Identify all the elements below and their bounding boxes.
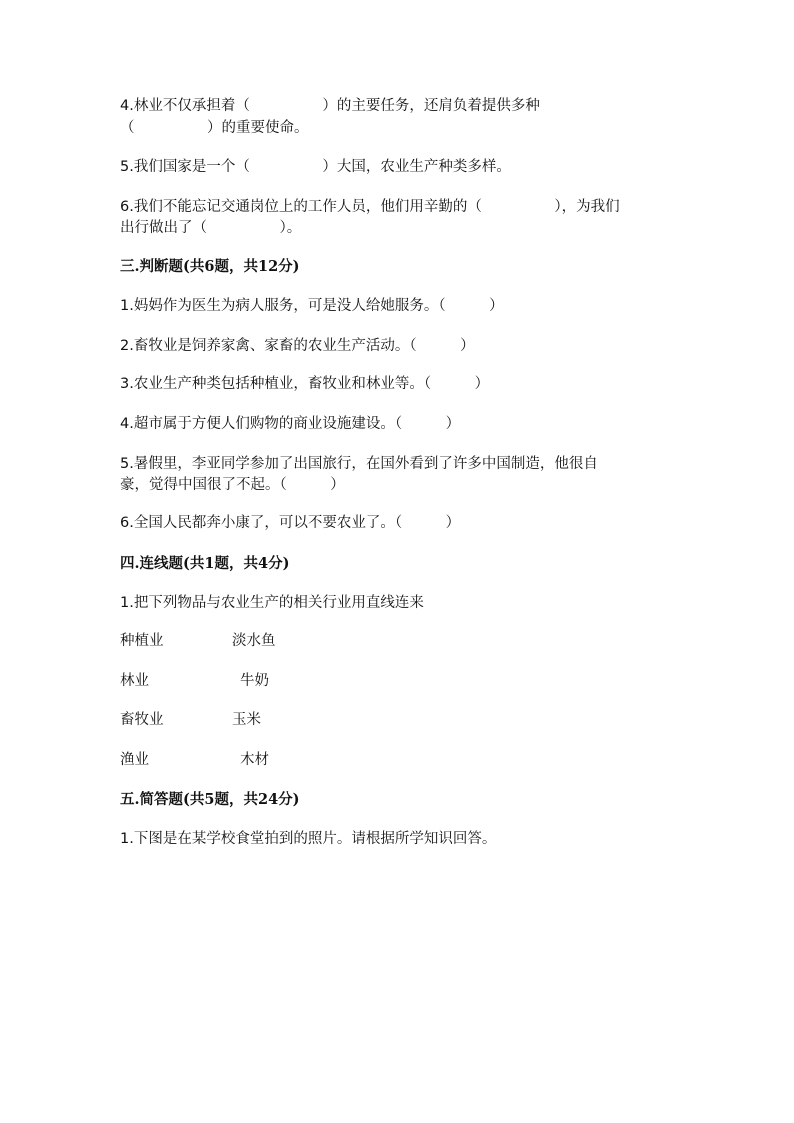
fill-question-5: 5.我们国家是一个（ ）大国，农业生产种类多样。: [120, 159, 511, 175]
match-right-item: 淡水鱼: [232, 633, 276, 649]
match-left-item: 林业: [120, 673, 149, 689]
judge-question-5-line-2: 豪，觉得中国很了不起。（ ）: [120, 477, 345, 493]
fill-question-6-line-2: 出行做出了（ ）。: [120, 220, 302, 236]
match-left-item: 畜牧业: [120, 712, 164, 728]
judge-question-6: 6.全国人民都奔小康了，可以不要农业了。（ ）: [120, 515, 461, 531]
fill-question-4-line-1: 4.林业不仅承担着（ ）的主要任务，还肩负着提供多种: [120, 98, 540, 114]
fill-question-6-line-1: 6.我们不能忘记交通岗位上的工作人员，他们用辛勤的（ ），为我们: [120, 199, 620, 215]
judge-question-5-line-1: 5.暑假里，李亚同学参加了出国旅行，在国外看到了许多中国制造，他很自: [120, 456, 598, 472]
match-left-item: 渔业: [120, 752, 149, 768]
match-right-item: 木材: [240, 752, 269, 768]
match-right-item: 玉米: [232, 712, 261, 728]
judge-question-2: 2.畜牧业是饲养家禽、家畜的农业生产活动。（ ）: [120, 338, 475, 354]
match-right-item: 牛奶: [240, 673, 269, 689]
section-3-heading: 三.判断题(共6题，共12分): [120, 258, 300, 275]
fill-question-4-line-2: （ ）的重要使命。: [120, 120, 309, 136]
short-answer-question-1: 1.下图是在某学校食堂拍到的照片。请根据所学知识回答。: [120, 831, 497, 847]
section-5-heading: 五.简答题(共5题，共24分): [120, 791, 300, 808]
judge-question-4: 4.超市属于方便人们购物的商业设施建设。（ ）: [120, 416, 461, 432]
match-question-1: 1.把下列物品与农业生产的相关行业用直线连来: [120, 595, 424, 611]
judge-question-1: 1.妈妈作为医生为病人服务，可是没人给她服务。（ ）: [120, 298, 504, 314]
judge-question-3: 3.农业生产种类包括种植业，畜牧业和林业等。（ ）: [120, 376, 490, 392]
section-4-heading: 四.连线题(共1题，共4分): [120, 555, 290, 572]
match-left-item: 种植业: [120, 633, 164, 649]
